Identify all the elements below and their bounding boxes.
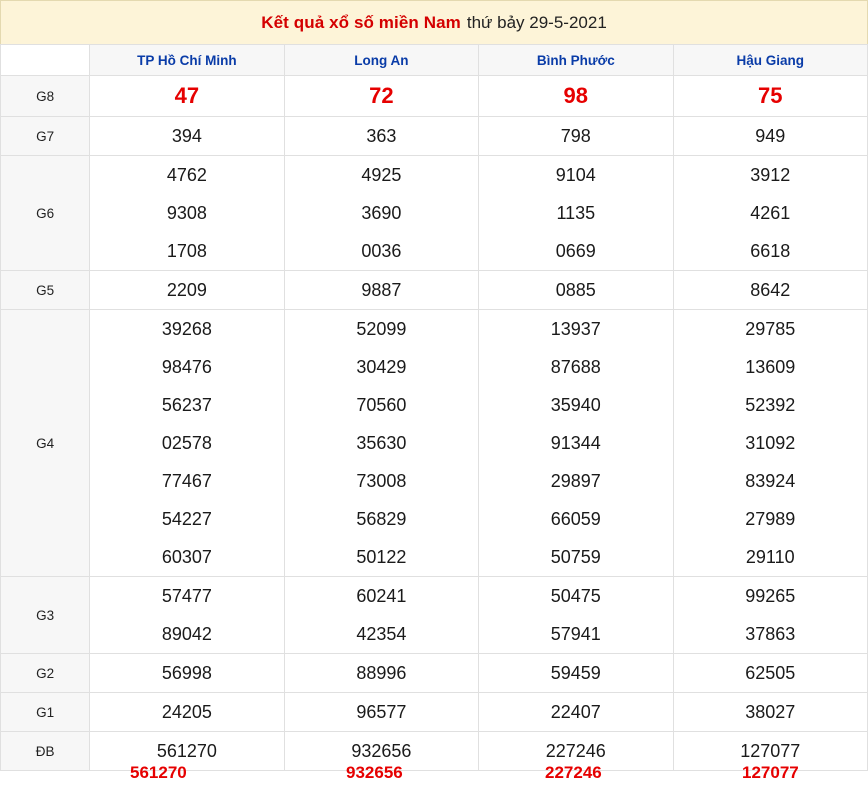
prize-number: 0669 [555,241,596,261]
results-body [1,76,868,771]
prize-number: 56998 [161,663,212,683]
table-row [1,117,868,156]
prize-cell [479,310,673,577]
prize-number: 363 [366,126,397,146]
prize-cell [90,693,284,732]
province-header-1[interactable]: Long An [284,45,478,76]
prize-cell [284,654,478,693]
prize-cell [479,654,673,693]
prize-number: 47 [174,83,200,108]
prize-number: 72 [369,83,394,108]
prize-number: 50759 [550,547,601,567]
clipped-number-3: 127077 [742,763,799,782]
prize-number: 31092 [745,433,796,453]
prize-number: 4261 [750,203,791,223]
prize-number: 13609 [745,357,796,377]
clipped-number-2: 227246 [545,763,602,782]
prize-number: 4925 [361,165,402,185]
prize-number: 3690 [361,203,402,223]
prize-number: 949 [755,126,786,146]
prize-number: 3912 [750,165,791,185]
table-row [1,156,868,271]
prize-cell [284,271,478,310]
prize-label-G4: G4 [1,310,90,577]
prize-number: 96577 [356,702,407,722]
prize-number: 1135 [556,203,596,223]
prize-number: 02578 [161,433,212,453]
prize-number: 75 [758,83,783,108]
prize-cell [90,654,284,693]
prize-cell [673,654,867,693]
prize-number: 2209 [166,280,207,300]
table-header-row [1,45,868,76]
prize-cell [284,310,478,577]
page-header [0,0,868,44]
prize-cell [673,271,867,310]
prize-number: 9308 [166,203,207,223]
table-row [1,271,868,310]
prize-number: 60241 [356,586,407,606]
province-header-0[interactable]: TP Hồ Chí Minh [90,45,284,76]
prize-cell [284,117,478,156]
prize-number: 89042 [161,624,212,644]
prize-number: 29110 [745,547,795,567]
prize-cell [90,577,284,654]
clipped-footer-strip [0,763,868,801]
prize-cell [479,693,673,732]
prize-number: 87688 [550,357,601,377]
prize-cell [90,271,284,310]
prize-cell [673,577,867,654]
prize-label-G5: G5 [1,271,90,310]
prize-number: 54227 [161,509,212,529]
prize-label-G7: G7 [1,117,90,156]
prize-number: 22407 [550,702,601,722]
prize-number: 29897 [550,471,601,491]
prize-number: 4762 [166,165,207,185]
prize-number: 0036 [361,241,402,261]
prize-cell [673,117,867,156]
prize-number: 60307 [161,547,212,567]
prize-number: 77467 [161,471,212,491]
prize-number: 42354 [356,624,407,644]
prize-number: 56237 [161,395,212,415]
table-row [1,310,868,577]
prize-number: 127077 [740,741,801,761]
prize-number: 798 [560,126,591,146]
prize-number: 38027 [745,702,796,722]
prize-number: 57477 [161,586,212,606]
prize-cell [90,76,284,117]
table-row [1,693,868,732]
prize-number: 0885 [555,280,596,300]
clipped-number-1: 932656 [346,763,403,782]
prize-number: 227246 [545,741,606,761]
prize-number: 13937 [550,319,601,339]
prize-cell [90,117,284,156]
prize-number: 394 [171,126,202,146]
prize-number: 83924 [745,471,796,491]
prize-number: 30429 [356,357,407,377]
prize-cell [284,76,478,117]
province-header-3[interactable]: Hậu Giang [673,45,867,76]
prize-cell [673,310,867,577]
prize-number: 35630 [356,433,407,453]
prize-number: 56829 [356,509,407,529]
table-row [1,654,868,693]
prize-number: 99265 [745,586,796,606]
prize-label-G2: G2 [1,654,90,693]
prize-number: 932656 [351,741,412,761]
prize-cell [479,76,673,117]
prize-number: 29785 [745,319,796,339]
table-row [1,76,868,117]
prize-cell [479,271,673,310]
prize-number: 9104 [555,165,596,185]
prize-number: 91344 [550,433,601,453]
prize-cell [90,156,284,271]
prize-cell [673,693,867,732]
prize-cell [673,76,867,117]
prize-number: 8642 [750,280,791,300]
prize-number: 561270 [156,741,217,761]
prize-cell [284,577,478,654]
prize-number: 24205 [161,702,212,722]
table-corner-cell [1,45,90,76]
prize-number: 1708 [166,241,207,261]
prize-number: 37863 [745,624,796,644]
prize-label-ĐB: ĐB [1,732,90,771]
prize-cell [284,156,478,271]
page-title: Kết quả xổ số miền Nam [261,12,461,32]
prize-number: 57941 [550,624,601,644]
prize-cell [479,156,673,271]
prize-cell [479,577,673,654]
prize-number: 88996 [356,663,407,683]
prize-number: 98476 [161,357,212,377]
prize-label-G3: G3 [1,577,90,654]
province-header-2[interactable]: Bình Phước [479,45,673,76]
prize-number: 73008 [356,471,407,491]
prize-number: 52392 [745,395,796,415]
table-row [1,577,868,654]
prize-cell [90,732,284,771]
prize-cell [284,693,478,732]
prize-label-G6: G6 [1,156,90,271]
prize-cell [479,117,673,156]
prize-number: 27989 [745,509,796,529]
clipped-number-0: 561270 [130,763,187,782]
prize-number: 50122 [356,547,407,567]
prize-number: 98 [563,83,589,108]
prize-number: 35940 [550,395,601,415]
prize-number: 62505 [745,663,796,683]
prize-number: 6618 [750,241,791,261]
prize-number: 52099 [356,319,407,339]
prize-cell [90,310,284,577]
prize-number: 50475 [550,586,601,606]
prize-label-G1: G1 [1,693,90,732]
prize-number: 70560 [356,395,407,415]
prize-label-G8: G8 [1,76,90,117]
prize-number: 59459 [550,663,601,683]
prize-number: 39268 [161,319,212,339]
prize-number: 9887 [361,280,402,300]
prize-cell [673,156,867,271]
results-table [0,44,868,771]
page-subtitle: thứ bảy 29-5-2021 [466,12,607,32]
prize-number: 66059 [550,509,601,529]
